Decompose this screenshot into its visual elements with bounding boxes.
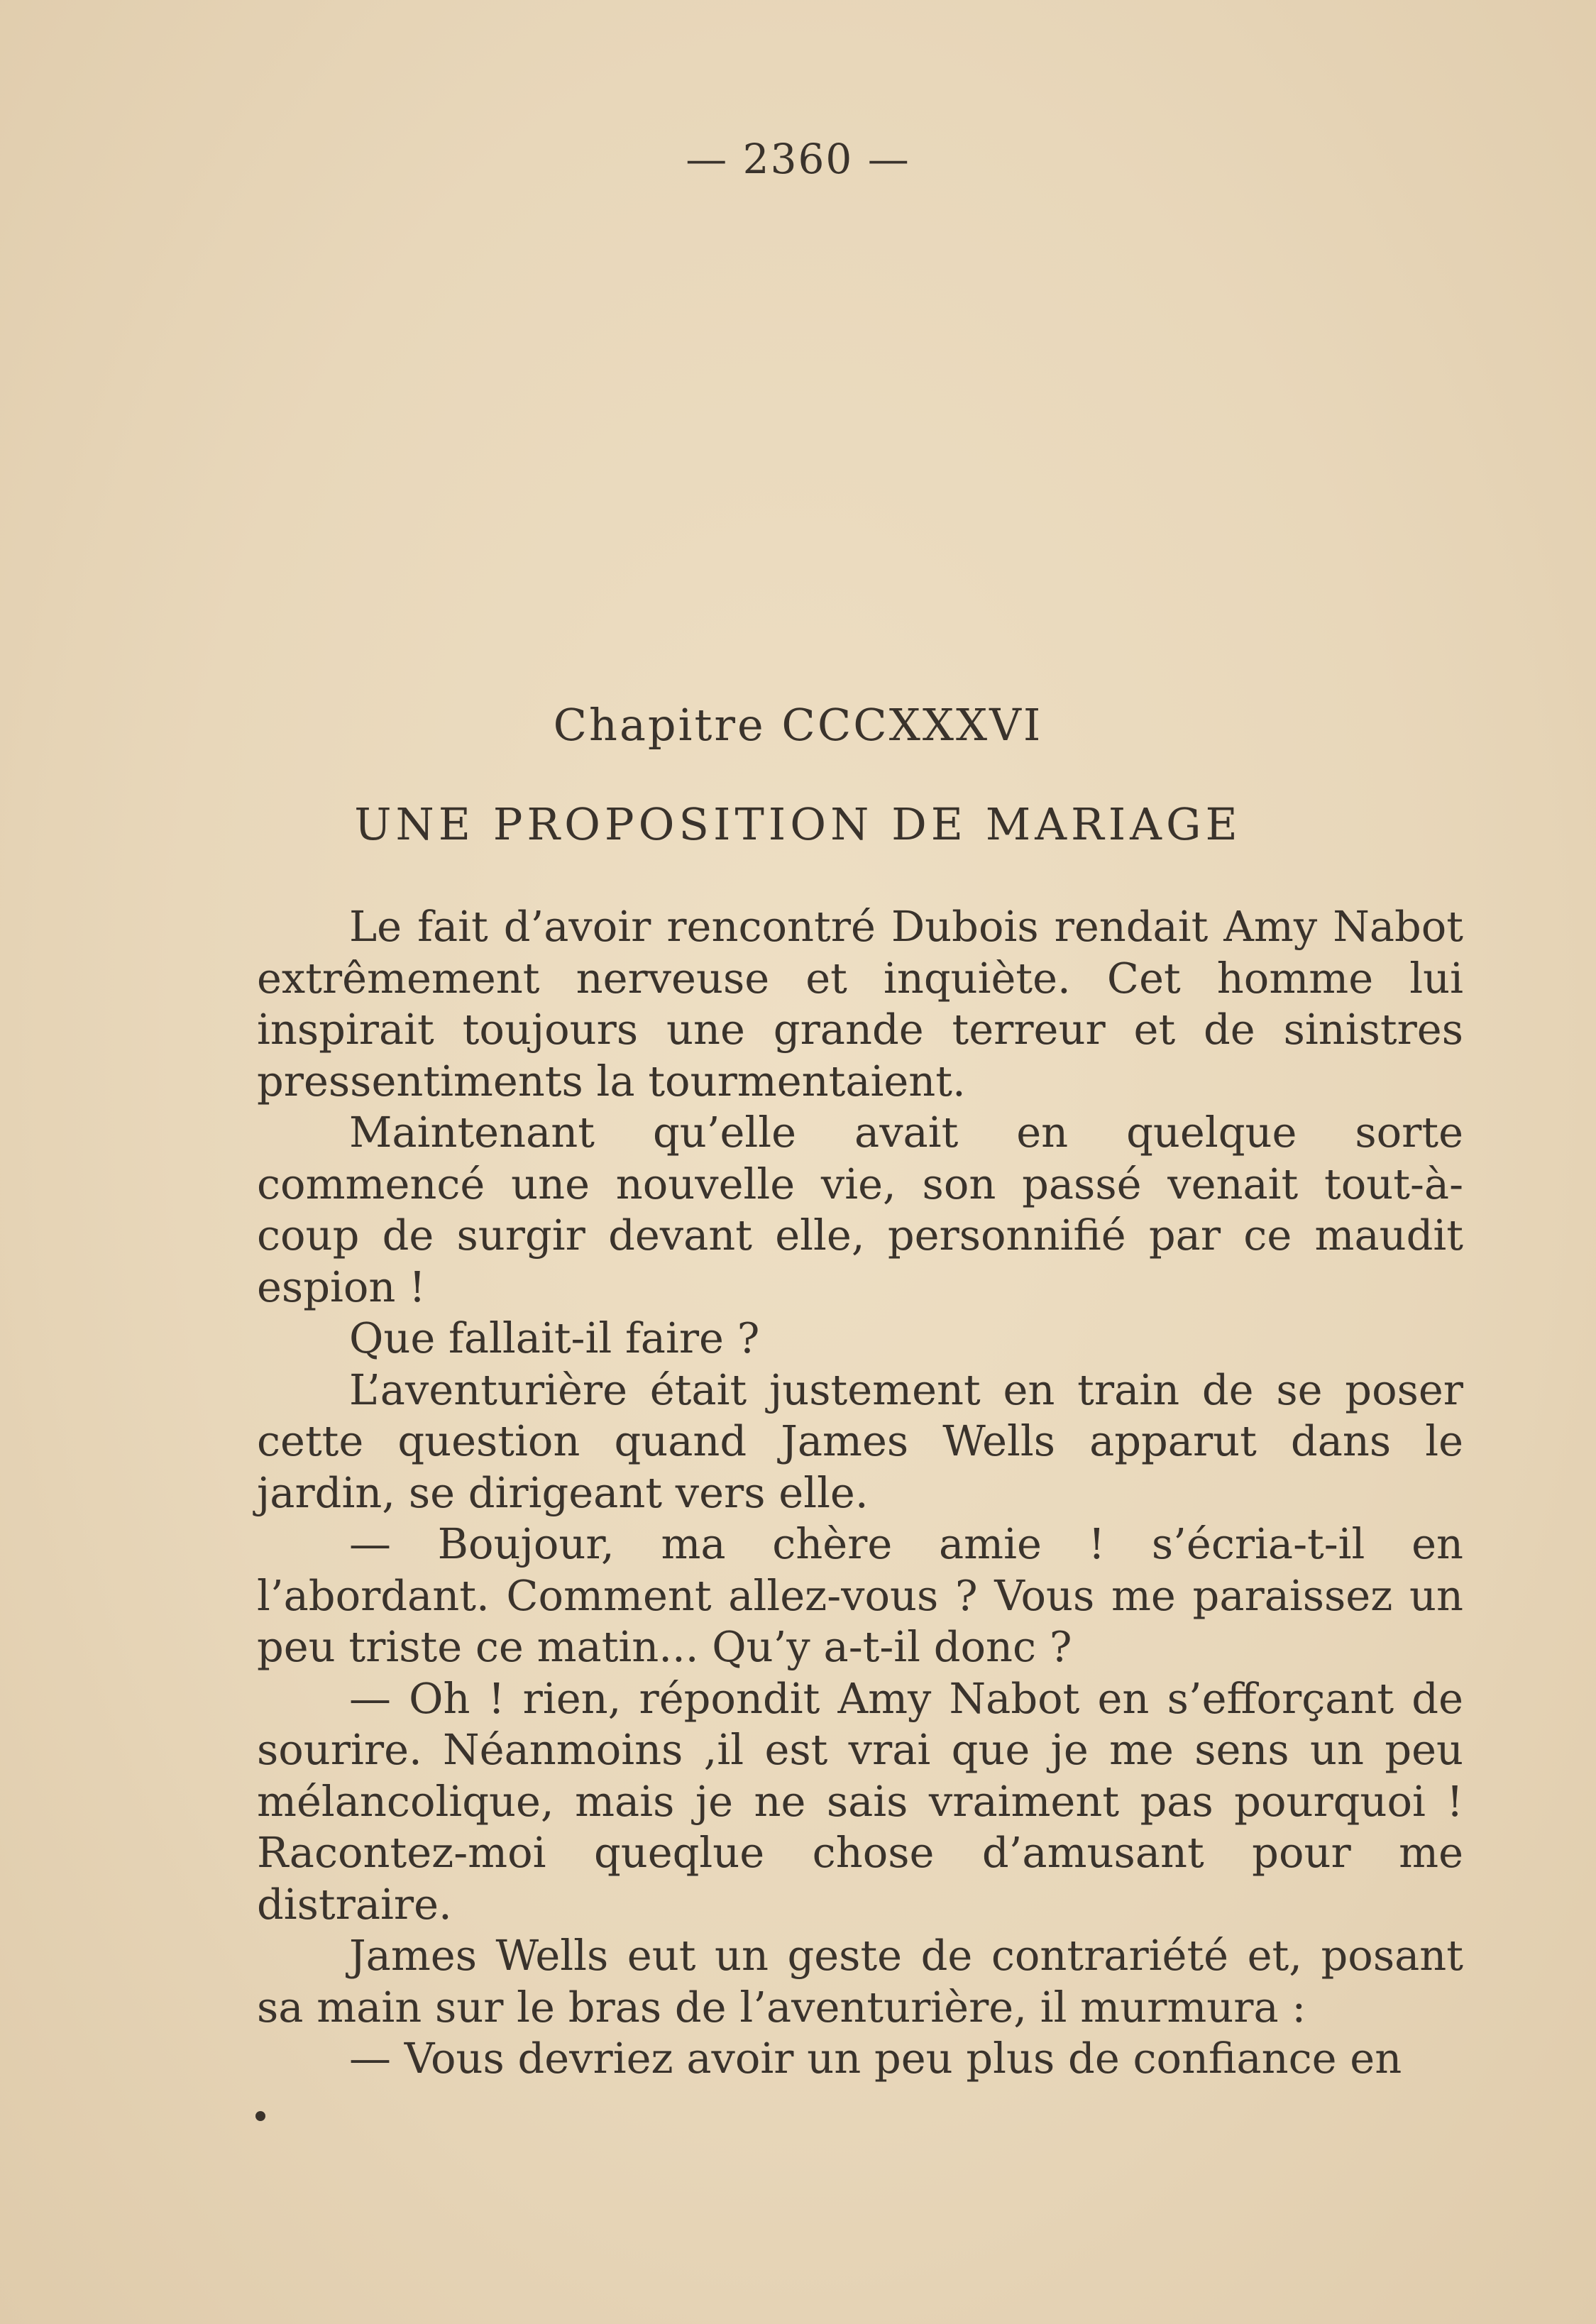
paragraph: James Wells eut un geste de contrariété et, posant sa main sur le bras de l’aventurière, il murmura :: [257, 1931, 1463, 2032]
ink-speck: [255, 2111, 265, 2121]
body-text: [257, 901, 1463, 2085]
paragraph: Maintenant qu’elle avait en quelque sorte commencé une nouvelle vie, son passé venait tout-à-coup de surgir devant elle, personnifié par ce maudit espion !: [257, 1108, 1463, 1311]
chapter-title: UNE PROPOSITION DE MARIAGE: [354, 798, 1242, 850]
paragraph: L’aventurière était justement en train de se poser cette question quand James Wells apparut dans le jardin, se dirigeant vers elle.: [257, 1365, 1463, 1517]
paragraph: Le fait d’avoir rencontré Dubois rendait Amy Nabot extrêmement nerveuse et inquiète. Cet homme lui inspirait toujours une grande terreur et de sinistres pressentiments la tourmentaient.: [257, 902, 1463, 1106]
page-number: — 2360 —: [686, 135, 910, 183]
paragraph: — Oh ! rien, répondit Amy Nabot en s’efforçant de sourire. Néanmoins ,il est vrai que je me sens un peu mélancolique, mais je ne sais vraiment pas pourquoi ! Racontez-moi queqlue chose d’amusant pour me distraire.: [257, 1673, 1463, 1929]
paragraph: — Boujour, ma chère amie ! s’écria-t-il en l’abordant. Comment allez-vous ? Vous me paraissez un peu triste ce matin... Qu’y a-t-il donc ?: [257, 1519, 1463, 1671]
paragraph: — Vous devriez avoir un peu plus de confiance en: [349, 2034, 1402, 2083]
paragraph: Que fallait-il faire ?: [349, 1314, 760, 1362]
chapter-label: Chapitre CCCXXXVI: [553, 699, 1043, 751]
